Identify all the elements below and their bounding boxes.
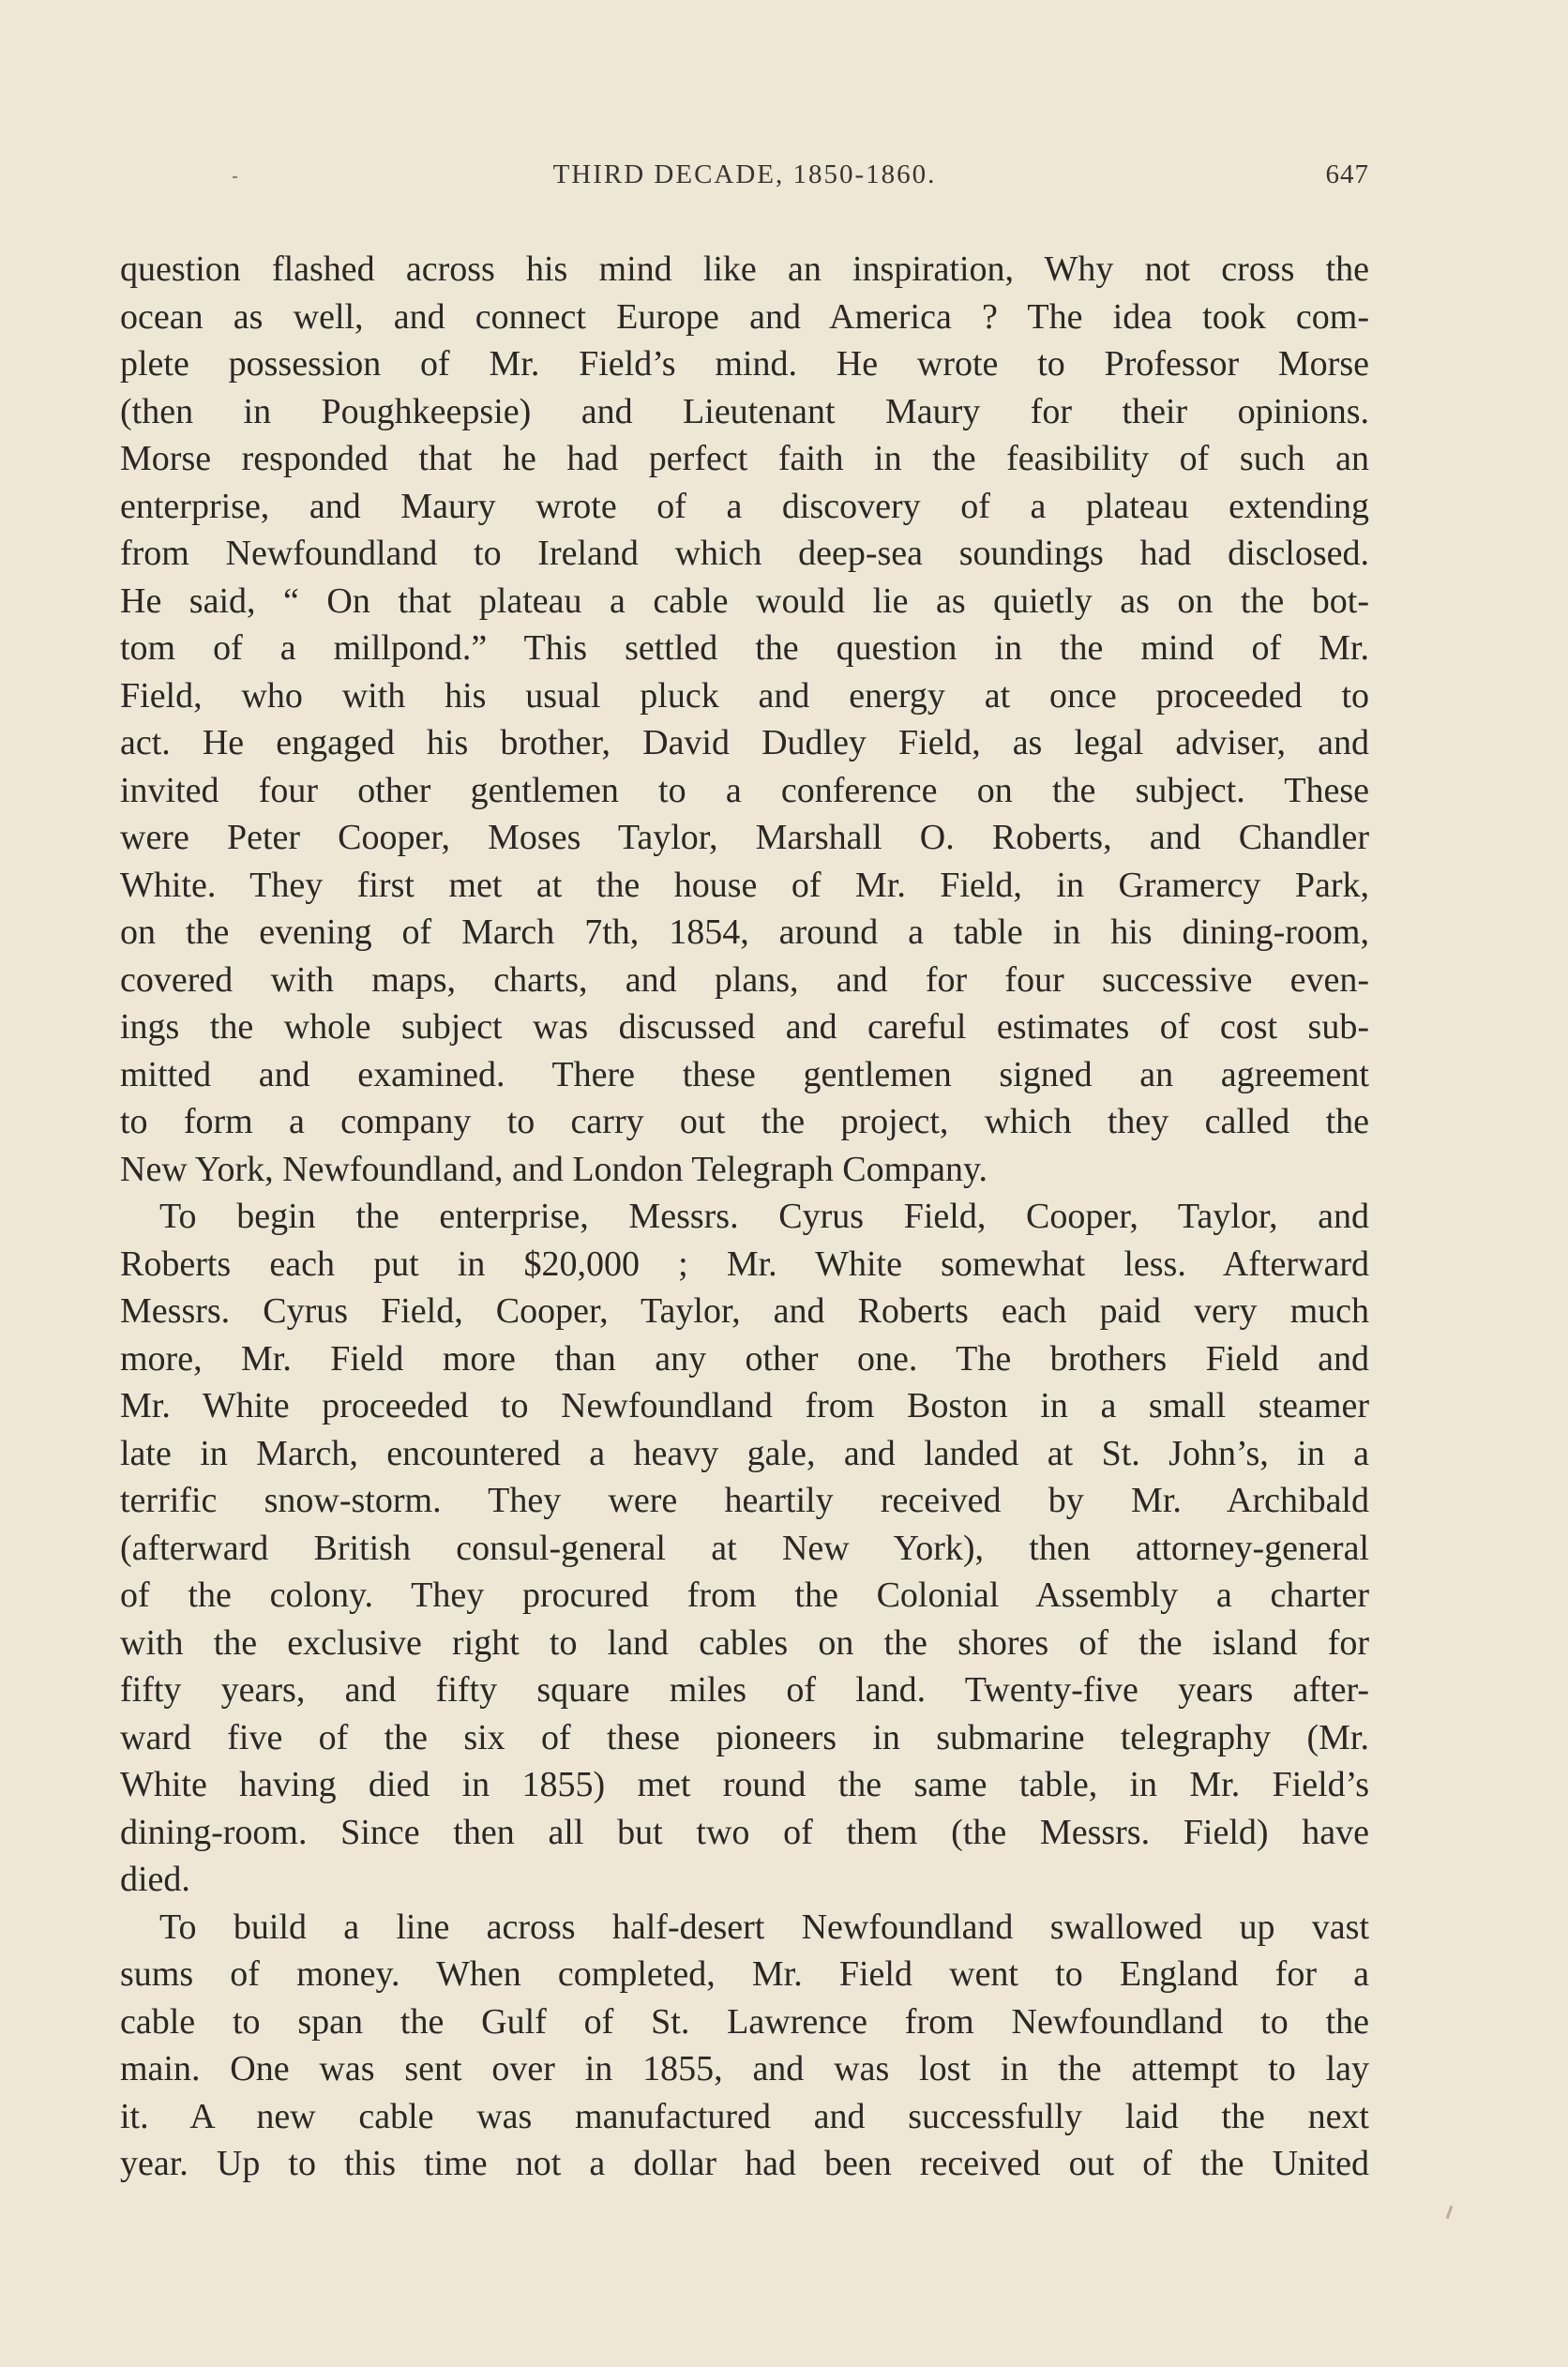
text-line: cable to span the Gulf of St. Lawrence from Newfoundland to the	[120, 2001, 1369, 2042]
text-line: from Newfoundland to Ireland which deep-sea soundings had disclosed.	[120, 534, 1369, 573]
page-number: 647	[1325, 159, 1369, 189]
text-line: to form a company to carry out the project, which they called the	[120, 1102, 1369, 1141]
text-line: plete possession of Mr. Field’s mind. He wrote to Professor Morse	[120, 344, 1369, 384]
text-line: on the evening of March 7th, 1854, around a table in his dining-room,	[120, 912, 1369, 952]
text-line: enterprise, and Maury wrote of a discovery of a plateau extending	[120, 486, 1369, 526]
print-mark	[1446, 2206, 1454, 2219]
text-line: fifty years, and fifty square miles of land. Twenty-five years after-	[120, 1670, 1369, 1710]
text-line: (then in Poughkeepsie) and Lieutenant Maury for their opinions.	[120, 391, 1369, 431]
text-line: invited four other gentlemen to a conference on the subject. These	[120, 770, 1369, 810]
text-line: dining-room. Since then all but two of them (the Messrs. Field) have	[120, 1812, 1369, 1852]
text-line: Messrs. Cyrus Field, Cooper, Taylor, and Roberts each paid very much	[120, 1291, 1369, 1331]
text-line: main. One was sent over in 1855, and was lost in the attempt to lay	[120, 2049, 1369, 2088]
text-line: Field, who with his usual pluck and energy at once proceeded to	[120, 675, 1369, 716]
text-line: ward five of the six of these pioneers in submarine telegraphy (Mr.	[120, 1717, 1369, 1757]
text-line: year. Up to this time not a dollar had been received out of the United	[120, 2144, 1369, 2183]
text-line: mitted and examined. There these gentlemen signed an agreement	[120, 1054, 1369, 1094]
text-line: ings the whole subject was discussed and careful estimates of cost sub-	[120, 1007, 1369, 1047]
running-head	[120, 159, 1369, 197]
text-line: White having died in 1855) met round the same table, in Mr. Field’s	[120, 1765, 1369, 1804]
text-line: tom of a millpond.” This settled the question in the mind of Mr.	[120, 628, 1369, 668]
text-line: To begin the enterprise, Messrs. Cyrus Field, Cooper, Taylor, and	[159, 1197, 1369, 1236]
text-line: with the exclusive right to land cables on the shores of the island for	[120, 1622, 1369, 1663]
text-line: it. A new cable was manufactured and successfully laid the next	[120, 2096, 1369, 2136]
running-title: THIRD DECADE, 1850-1860.	[552, 159, 937, 189]
text-line: To build a line across half-desert Newfoundland swallowed up vast	[159, 1907, 1369, 1947]
text-line: ocean as well, and connect Europe and America ? The idea took com-	[120, 296, 1369, 337]
text-line: question flashed across his mind like an inspiration, Why not cross the	[120, 249, 1369, 289]
text-line: of the colony. They procured from the Colonial Assembly a charter	[120, 1575, 1369, 1615]
text-line: White. They first met at the house of Mr. Field, in Gramercy Park,	[120, 865, 1369, 905]
text-line: Mr. White proceeded to Newfoundland from Boston in a small steamer	[120, 1386, 1369, 1425]
text-line: Roberts each put in $20,000 ; Mr. White somewhat less. Afterward	[120, 1244, 1369, 1284]
text-line: (afterward British consul-general at New York), then attorney-general	[120, 1528, 1369, 1568]
text-line: He said, “ On that plateau a cable would lie as quietly as on the bot-	[120, 580, 1369, 621]
text-line: terrific snow-storm. They were heartily received by Mr. Archibald	[120, 1481, 1369, 1520]
text-line: more, Mr. Field more than any other one. The brothers Field and	[120, 1338, 1369, 1379]
body-text	[120, 246, 1369, 2188]
text-line: died.	[120, 1860, 190, 1899]
text-line: covered with maps, charts, and plans, and for four successive even-	[120, 959, 1369, 1000]
text-line: act. He engaged his brother, David Dudley Field, as legal adviser, and	[120, 723, 1369, 762]
text-line: late in March, encountered a heavy gale, and landed at St. John’s, in a	[120, 1433, 1369, 1473]
text-line: Morse responded that he had perfect faith in the feasibility of such an	[120, 439, 1369, 478]
text-line: New York, Newfoundland, and London Telegraph Company.	[120, 1149, 988, 1189]
text-line: sums of money. When completed, Mr. Field went to England for a	[120, 1954, 1369, 1994]
text-line: were Peter Cooper, Moses Taylor, Marshall O. Roberts, and Chandler	[120, 818, 1369, 857]
